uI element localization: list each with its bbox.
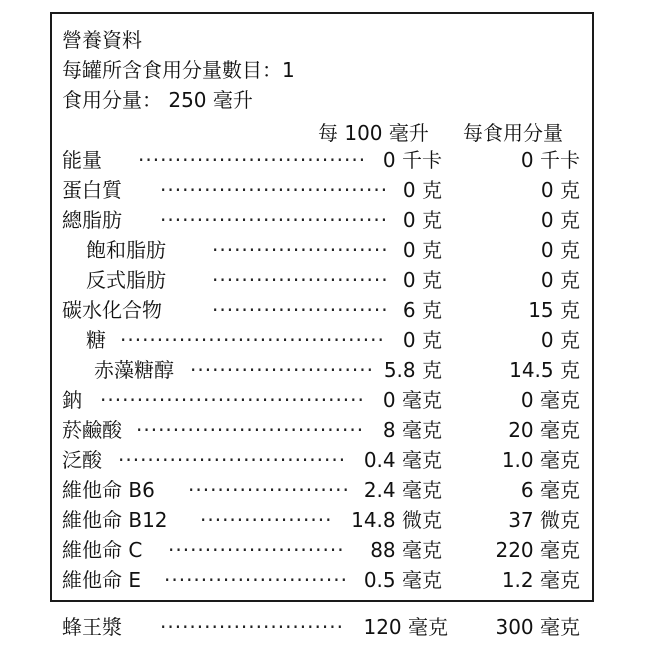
value-per-100ml: 0 克 xyxy=(402,178,442,202)
dot-leader: ························· xyxy=(160,615,344,639)
nutrient-row xyxy=(0,205,650,235)
nutrient-name: 菸鹼酸 xyxy=(62,418,122,442)
serving-size: 食用分量： 250 毫升 xyxy=(62,88,253,112)
nutrient-name: 蜂王漿 xyxy=(62,615,122,639)
dot-leader: ······························· xyxy=(160,208,389,232)
nutrient-name: 維他命 C xyxy=(62,538,143,562)
nutrient-row xyxy=(0,355,650,385)
value-per-serving: 1.0 毫克 xyxy=(501,448,580,472)
value-per-serving: 300 毫克 xyxy=(495,615,580,639)
nutrient-name: 蛋白質 xyxy=(62,178,122,202)
dot-leader: ························ xyxy=(212,298,389,322)
value-per-100ml: 6 克 xyxy=(402,298,442,322)
nutrient-row xyxy=(0,445,650,475)
nutrient-row xyxy=(0,235,650,265)
value-per-serving: 14.5 克 xyxy=(509,358,580,382)
nutrient-name: 赤藻糖醇 xyxy=(94,358,174,382)
dot-leader: ······························· xyxy=(118,448,347,472)
nutrient-row xyxy=(0,145,650,175)
value-per-serving: 0 克 xyxy=(540,178,580,202)
value-per-serving: 0 克 xyxy=(540,238,580,262)
dot-leader: ························ xyxy=(212,238,389,262)
nutrient-name: 維他命 B6 xyxy=(62,478,155,502)
dot-leader: ························ xyxy=(212,268,389,292)
value-per-serving: 6 毫克 xyxy=(520,478,580,502)
dot-leader: ························ xyxy=(168,538,345,562)
value-per-100ml: 0 千卡 xyxy=(382,148,442,172)
dot-leader: ························· xyxy=(190,358,374,382)
value-per-serving: 220 毫克 xyxy=(495,538,580,562)
nutrient-name: 糖 xyxy=(86,328,106,352)
nutrient-row xyxy=(0,612,650,642)
value-per-100ml: 88 毫克 xyxy=(370,538,442,562)
value-per-100ml: 2.4 毫克 xyxy=(363,478,442,502)
dot-leader: ·················· xyxy=(200,508,333,532)
value-per-100ml: 0.4 毫克 xyxy=(363,448,442,472)
nutrient-row xyxy=(0,265,650,295)
nutrient-row xyxy=(0,475,650,505)
nutrient-row xyxy=(0,295,650,325)
nutrient-name: 飽和脂肪 xyxy=(86,238,166,262)
dot-leader: ······························· xyxy=(160,178,389,202)
value-per-100ml: 14.8 微克 xyxy=(351,508,442,532)
nutrient-name: 泛酸 xyxy=(62,448,102,472)
value-per-100ml: 120 毫克 xyxy=(363,615,448,639)
nutrient-row xyxy=(0,385,650,415)
value-per-100ml: 0 毫克 xyxy=(382,388,442,412)
value-per-100ml: 5.8 克 xyxy=(383,358,442,382)
column-header-per-serving: 每食用分量 xyxy=(463,121,563,145)
nutrient-name: 碳水化合物 xyxy=(62,298,162,322)
nutrient-row xyxy=(0,535,650,565)
value-per-serving: 15 克 xyxy=(528,298,580,322)
value-per-100ml: 8 毫克 xyxy=(382,418,442,442)
value-per-serving: 1.2 毫克 xyxy=(501,568,580,592)
nutrient-row xyxy=(0,505,650,535)
dot-leader: ······························· xyxy=(138,148,367,172)
value-per-100ml: 0 克 xyxy=(402,268,442,292)
dot-leader: ···································· xyxy=(120,328,385,352)
nutrient-row xyxy=(0,325,650,355)
dot-leader: ······························· xyxy=(136,418,365,442)
value-per-100ml: 0 克 xyxy=(402,208,442,232)
servings-per-container: 每罐所含食用分量數目：1 xyxy=(62,58,295,82)
value-per-serving: 0 千卡 xyxy=(520,148,580,172)
nutrient-name: 鈉 xyxy=(62,388,82,412)
column-header-per-100ml: 每 100 毫升 xyxy=(318,121,429,145)
value-per-serving: 0 毫克 xyxy=(520,388,580,412)
value-per-serving: 0 克 xyxy=(540,268,580,292)
value-per-serving: 20 毫克 xyxy=(508,418,580,442)
value-per-100ml: 0 克 xyxy=(402,238,442,262)
nutrient-name: 維他命 B12 xyxy=(62,508,168,532)
nutrient-row xyxy=(0,415,650,445)
nutrient-row xyxy=(0,565,650,595)
value-per-serving: 0 克 xyxy=(540,328,580,352)
nutrient-name: 能量 xyxy=(62,148,102,172)
dot-leader: ························· xyxy=(164,568,348,592)
nutrient-name: 反式脂肪 xyxy=(86,268,166,292)
value-per-serving: 37 微克 xyxy=(508,508,580,532)
dot-leader: ···································· xyxy=(100,388,365,412)
nutrient-name: 維他命 E xyxy=(62,568,141,592)
value-per-100ml: 0.5 毫克 xyxy=(363,568,442,592)
label-title: 營養資料 xyxy=(62,28,142,52)
value-per-100ml: 0 克 xyxy=(402,328,442,352)
dot-leader: ······················ xyxy=(188,478,350,502)
nutrient-name: 總脂肪 xyxy=(62,208,122,232)
value-per-serving: 0 克 xyxy=(540,208,580,232)
nutrient-row xyxy=(0,175,650,205)
